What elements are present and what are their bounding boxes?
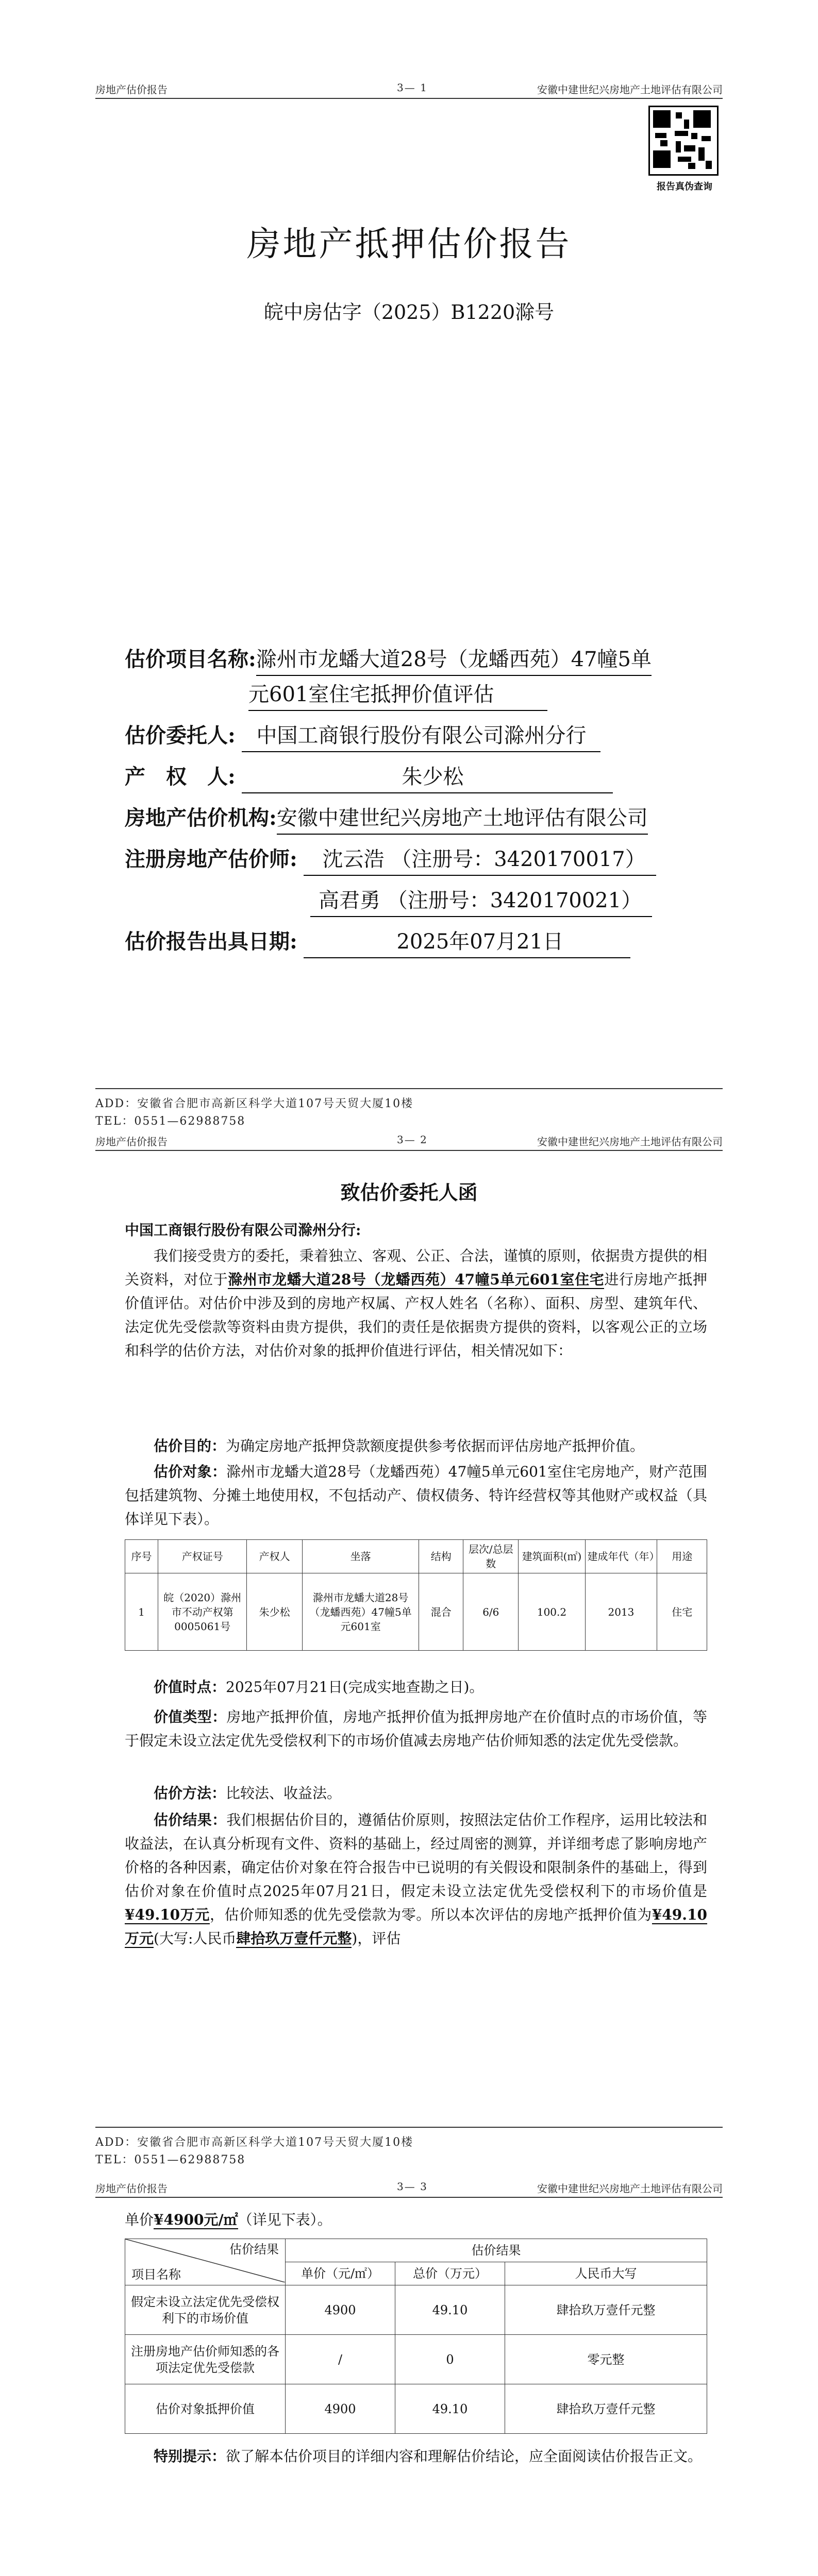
- report-title: 房地产抵押估价报告: [246, 224, 572, 264]
- appraiser-1: 沈云浩 （注册号：3420170017）: [304, 844, 656, 876]
- client-label: 估价委托人:: [125, 723, 236, 748]
- cover-appraiser: [125, 844, 656, 876]
- header-right: 安徽中建世纪兴房地产土地评估有限公司: [537, 2182, 723, 2195]
- th-structure: 结构: [419, 1540, 463, 1573]
- letter-result: [125, 1808, 707, 1951]
- t2-group-header: 估价结果: [286, 2239, 707, 2262]
- intro-b: 进行房地产抵押价值评估。对估价中涉及到的房地产权属、产权人姓名（名称）、面积、房型、建筑年代、法定优先受偿款等资料由贵方提供，我们的责任是依据贵方提供的资料，以客观公正的立场和科学的估价方法，对估价对象的抵押价值进行评估，相关情况如下：: [125, 1271, 707, 1359]
- method-text: 比较法、收益法。: [226, 1785, 342, 1802]
- letter-type: [125, 1705, 707, 1753]
- project-name-line1: 滁州市龙蟠大道28号（龙蟠西苑）47幢5单: [256, 644, 652, 676]
- t2-r1-total: 49.10: [395, 2285, 505, 2335]
- result-c: (大写:人民币: [154, 1930, 237, 1947]
- letter-purpose: [125, 1434, 707, 1458]
- cover-agency: [125, 803, 648, 835]
- page-header: [95, 2180, 723, 2198]
- footer-address: ADD：安徽省合肥市高新区科学大道107号天贸大厦10楼: [95, 1097, 414, 1110]
- th-year: 建成年代（年）: [585, 1540, 657, 1573]
- unit-price-suffix: （详见下表）。: [238, 2211, 332, 2228]
- cell-owner: 朱少松: [247, 1573, 302, 1651]
- unit-price-prefix: 单价: [125, 2211, 154, 2228]
- object-text: 滁州市龙蟠大道28号（龙蟠西苑）47幢5单元601室住宅房地产，财产范围包括建筑物、分摊土地使用权，不包括动产、债权债务、特许经营权等其他财产或权益（具体详见下表）。: [125, 1463, 707, 1528]
- agency-label: 房地产估价机构:: [125, 806, 277, 830]
- result-market-value: ¥49.10万元: [125, 1906, 210, 1923]
- footer-address: ADD：安徽省合肥市高新区科学大道107号天贸大厦10楼: [95, 2136, 414, 2149]
- t2-sub-unit: 单价（元/㎡）: [286, 2262, 395, 2285]
- project-name-line2: 元601室住宅抵押价值评估: [248, 679, 547, 711]
- th-cert: 产权证号: [158, 1540, 246, 1573]
- header-page-number: 3— 2: [397, 1133, 428, 1146]
- th-area: 建筑面积(㎡): [519, 1540, 585, 1573]
- cell-floors: 6/6: [463, 1573, 519, 1651]
- page-header: [95, 1133, 723, 1151]
- t2-r1-name: 假定未设立法定优先受偿权利下的市场价值: [125, 2285, 286, 2335]
- result-d: )，评估: [352, 1930, 401, 1947]
- page-footer: [95, 2127, 723, 2169]
- result-b: ，估价师知悉的优先受偿款为零。所以本次评估的房地产抵押价值为: [209, 1906, 652, 1923]
- t2-sub-total: 总价（万元）: [395, 2262, 505, 2285]
- result-mortgage-value: ¥49.10万元: [125, 1906, 707, 1947]
- cover-project-line2: [248, 679, 547, 711]
- th-owner: 产权人: [247, 1540, 302, 1573]
- diag-header-cell: [125, 2239, 286, 2285]
- purpose-label: 估价目的：: [154, 1437, 226, 1454]
- letter-unit-price: [125, 2208, 707, 2232]
- project-label: 估价项目名称:: [125, 647, 256, 671]
- page-footer: [95, 1088, 723, 1130]
- diag-top-label: 估价结果: [229, 2242, 279, 2257]
- note-text: 欲了解本估价项目的详细内容和理解估价结论，应全面阅读估价报告正文。: [226, 2448, 703, 2465]
- t2-r2-unit: /: [286, 2335, 395, 2384]
- t2-r2-name: 注册房地产估价师知悉的各项法定优先受偿款: [125, 2335, 286, 2384]
- cell-structure: 混合: [419, 1573, 463, 1651]
- table-row: [125, 1573, 707, 1651]
- client-value: 中国工商银行股份有限公司滁州分行: [242, 720, 600, 752]
- date-value: 2025年07月21日: [304, 926, 630, 958]
- letter-method: [125, 1782, 707, 1805]
- th-floors: 层次/总层数: [463, 1540, 519, 1573]
- letter-intro: [125, 1244, 707, 1363]
- cover-owner: [125, 761, 613, 793]
- purpose-text: 为确定房地产抵押贷款额度提供参考依据而评估房地产抵押价值。: [226, 1437, 645, 1454]
- t2-r2-words: 零元整: [505, 2335, 707, 2384]
- appraiser-2: 高君勇 （注册号：3420170021）: [310, 885, 652, 917]
- special-note: [125, 2445, 707, 2468]
- t2-r3-words: 肆拾玖万壹仟元整: [505, 2384, 707, 2434]
- t2-r1-words: 肆拾玖万壹仟元整: [505, 2285, 707, 2335]
- property-table: [125, 1539, 707, 1651]
- page-header: [95, 81, 723, 99]
- qr-code[interactable]: [648, 106, 719, 176]
- header-page-number: 3— 1: [397, 81, 428, 94]
- qr-caption: 报告真伪查询: [657, 181, 712, 192]
- note-label: 特别提示：: [154, 2448, 226, 2465]
- result-table: [125, 2239, 707, 2434]
- th-location: 坐落: [302, 1540, 419, 1573]
- cell-area: 100.2: [519, 1573, 585, 1651]
- header-left: 房地产估价报告: [95, 83, 168, 96]
- header-right: 安徽中建世纪兴房地产土地评估有限公司: [537, 1136, 723, 1148]
- result-label: 估价结果：: [154, 1811, 227, 1828]
- diag-bottom-label: 项目名称: [131, 2267, 181, 2282]
- type-text: 房地产抵押价值，房地产抵押价值为抵押房地产在价值时点的市场价值，等于假定未设立法定优先受偿权利下的市场价值减去房地产估价师知悉的法定优先受偿款。: [125, 1708, 707, 1749]
- header-page-number: 3— 3: [397, 2180, 428, 2193]
- footer-tel: TEL：0551—62988758: [95, 1115, 246, 1128]
- unit-price-value: ¥4900元/㎡: [154, 2211, 238, 2228]
- result-a: 我们根据估价目的，遵循估价原则，按照法定估价工作程序，运用比较法和收益法，在认真分析现有文件、资料的基础上，经过周密的测算，并详细考虑了影响房地产价格的各种因素，确定估价对象在符合报告中已说明的有关假设和限制条件的基础上，得到估价对象在价值时点2025年07月21日，假定未设立法定优先受偿权利下的市场价值是: [125, 1811, 707, 1900]
- intro-a: 我们接受贵方的委托，秉着独立、客观、公正、合法，谨慎的原则，依据贵方提供的相关资料，对位于: [125, 1247, 707, 1288]
- table-row: [125, 2384, 707, 2434]
- header-right: 安徽中建世纪兴房地产土地评估有限公司: [537, 83, 723, 96]
- t2-r3-name: 估价对象抵押价值: [125, 2384, 286, 2434]
- owner-value: 朱少松: [242, 761, 613, 793]
- t2-sub-words: 人民币大写: [505, 2262, 707, 2285]
- letter-object: [125, 1460, 707, 1531]
- intro-address: 滁州市龙蟠大道28号（龙蟠西苑）47幢5单元601室住宅: [228, 1271, 605, 1288]
- cell-usage: 住宅: [657, 1573, 707, 1651]
- report-number: 皖中房估字（2025）B1220滁号: [263, 301, 555, 324]
- time-text: 2025年07月21日(完成实地查勘之日)。: [226, 1679, 484, 1696]
- date-label: 估价报告出具日期:: [125, 929, 297, 954]
- t2-r1-unit: 4900: [286, 2285, 395, 2335]
- header-left: 房地产估价报告: [95, 2182, 168, 2195]
- time-label: 价值时点：: [154, 1679, 226, 1696]
- footer-tel: TEL：0551—62988758: [95, 2154, 246, 2166]
- letter-time: [125, 1675, 707, 1699]
- cell-cert: 皖（2020）滁州市不动产权第0005061号: [158, 1573, 246, 1651]
- method-label: 估价方法：: [154, 1785, 226, 1802]
- cover-client: [125, 720, 600, 752]
- cover-project: [125, 644, 652, 676]
- appraiser-label: 注册房地产估价师:: [125, 847, 297, 871]
- cell-no: 1: [125, 1573, 158, 1651]
- header-left: 房地产估价报告: [95, 1136, 168, 1148]
- object-label: 估价对象：: [154, 1463, 227, 1480]
- cover-appraiser-2: [310, 885, 652, 917]
- table-header-row: [125, 1540, 707, 1573]
- result-value-words: 肆拾玖万壹仟元整: [236, 1930, 352, 1947]
- th-usage: 用途: [657, 1540, 707, 1573]
- t2-r3-total: 49.10: [395, 2384, 505, 2434]
- cell-location: 滁州市龙蟠大道28号（龙蟠西苑）47幢5单元601室: [302, 1573, 419, 1651]
- agency-value: 安徽中建世纪兴房地产土地评估有限公司: [277, 803, 648, 835]
- cover-date: [125, 926, 630, 958]
- cell-year: 2013: [585, 1573, 657, 1651]
- table-row: [125, 2285, 707, 2335]
- t2-r3-unit: 4900: [286, 2384, 395, 2434]
- letter-addressee: 中国工商银行股份有限公司滁州分行:: [125, 1222, 361, 1239]
- t2-r2-total: 0: [395, 2335, 505, 2384]
- letter-title: 致估价委托人函: [340, 1181, 478, 1204]
- table-row: [125, 2335, 707, 2384]
- owner-label: 产 权 人:: [125, 765, 236, 789]
- th-no: 序号: [125, 1540, 158, 1573]
- type-label: 价值类型：: [154, 1708, 227, 1725]
